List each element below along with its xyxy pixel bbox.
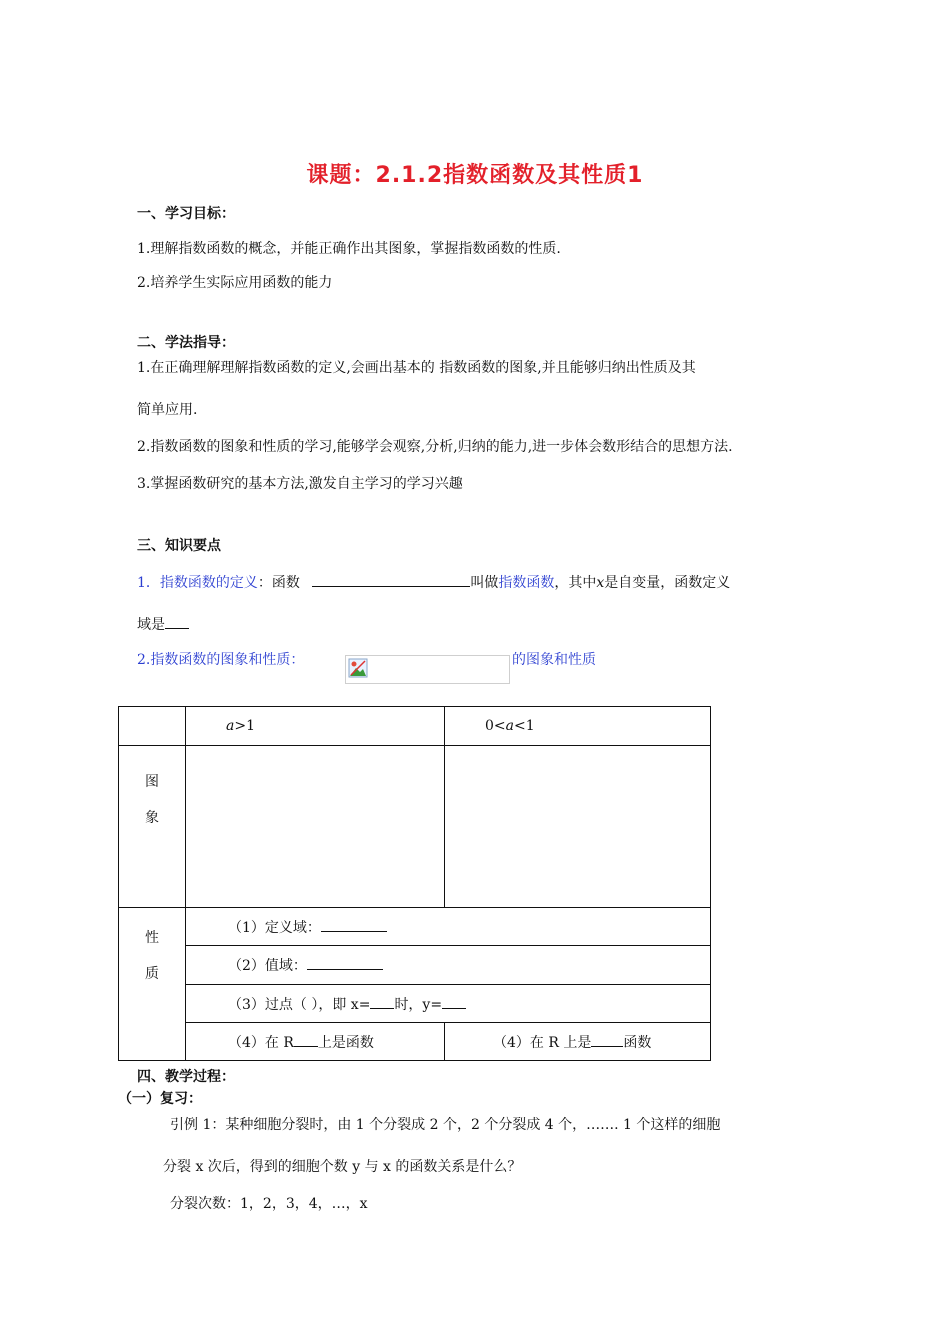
definition-text: ，其中 bbox=[554, 575, 597, 591]
header-variable: a bbox=[226, 718, 235, 734]
definition-term: 指数函数 bbox=[498, 575, 555, 591]
table-corner-cell bbox=[119, 707, 186, 746]
property-text: （1）定义域： bbox=[228, 919, 321, 936]
page-title: 课题：2.1.2指数函数及其性质1 bbox=[306, 163, 644, 188]
definition-blank[interactable] bbox=[312, 572, 470, 587]
label-char: 图 bbox=[145, 774, 159, 790]
properties-row-label bbox=[119, 908, 186, 1061]
definition-line bbox=[137, 572, 730, 592]
property-range bbox=[186, 946, 711, 985]
method-item: 2.指数函数的图象和性质的学习,能够学会观察,分析,归纳的能力,进一步体会数形结合的思想方法. bbox=[137, 439, 733, 455]
section-heading-goals: 一、学习目标： bbox=[137, 206, 235, 222]
property-text: （2）值域： bbox=[228, 958, 307, 974]
domain-blank[interactable] bbox=[165, 614, 189, 629]
domain-line bbox=[137, 614, 189, 634]
domain-text: 域是 bbox=[137, 617, 165, 633]
label-char: 性 bbox=[145, 930, 159, 946]
goal-item: 2.培养学生实际应用函数的能力 bbox=[137, 275, 333, 291]
section-heading-process: 四、教学过程： bbox=[137, 1069, 235, 1085]
section-heading-method: 二、学法指导： bbox=[137, 335, 235, 351]
property-text: （4）在 R 上是 bbox=[493, 1034, 592, 1051]
subsection-review: （一）复习： bbox=[118, 1091, 202, 1107]
property-blank[interactable] bbox=[370, 994, 394, 1009]
definition-text: 是自变量，函数定义 bbox=[604, 575, 731, 591]
header-variable: a bbox=[505, 718, 514, 734]
example-text: 引例 1：某种细胞分裂时，由 1 个分裂成 2 个，2 个分裂成 4 个，……. 1 个这样的细胞 bbox=[170, 1117, 721, 1133]
image-row-label bbox=[119, 746, 186, 908]
properties-table bbox=[118, 706, 711, 1061]
property-blank[interactable] bbox=[591, 1032, 623, 1047]
property-blank[interactable] bbox=[321, 917, 387, 932]
graph-properties-tail: 的图象和性质 bbox=[512, 652, 596, 668]
header-text: 0< bbox=[485, 718, 506, 734]
table-header-a-lt-1 bbox=[445, 707, 711, 746]
definition-text: 叫做 bbox=[470, 575, 499, 591]
header-text: <1 bbox=[514, 718, 535, 734]
example-text: 分裂次数：1，2，3，4，…，x bbox=[170, 1196, 368, 1212]
property-text: 上是函数 bbox=[317, 1034, 374, 1051]
label-char: 象 bbox=[145, 810, 159, 826]
property-fixed-point bbox=[186, 985, 711, 1023]
method-item: 3.掌握函数研究的基本方法,激发自主学习的学习兴趣 bbox=[137, 476, 463, 492]
method-item: 1.在正确理解理解指数函数的定义,会画出基本的 指数函数的图象,并且能够归纳出性质及其 bbox=[137, 360, 696, 376]
property-blank[interactable] bbox=[307, 955, 383, 970]
property-text: （4）在 R bbox=[228, 1034, 294, 1051]
property-blank[interactable] bbox=[294, 1032, 318, 1047]
property-monotonic-a-lt-1 bbox=[445, 1023, 711, 1061]
definition-text: ：函数 bbox=[257, 575, 305, 591]
property-text: （3）过点（ ），即 x= bbox=[228, 996, 371, 1013]
method-item: 简单应用. bbox=[137, 402, 198, 418]
goal-item: 1.理解指数函数的概念，并能正确作出其图象，掌握指数函数的性质. bbox=[137, 241, 561, 257]
section-heading-knowledge: 三、知识要点 bbox=[137, 538, 221, 554]
broken-image-icon bbox=[348, 658, 368, 678]
broken-image-placeholder bbox=[345, 655, 510, 684]
definition-term: 指数函数的定义 bbox=[159, 575, 258, 591]
definition-number: 1． bbox=[137, 575, 160, 591]
graph-cell-a-gt-1[interactable] bbox=[186, 746, 445, 908]
property-text: 函数 bbox=[623, 1034, 652, 1051]
property-text: 时，y= bbox=[394, 996, 443, 1013]
definition-variable: x bbox=[596, 575, 605, 591]
property-domain bbox=[186, 908, 711, 946]
property-monotonic-a-gt-1 bbox=[186, 1023, 445, 1061]
property-blank[interactable] bbox=[442, 994, 466, 1009]
label-char: 质 bbox=[145, 966, 159, 982]
header-text: >1 bbox=[234, 718, 255, 734]
graph-properties-label: 2.指数函数的图象和性质： bbox=[137, 652, 305, 668]
table-header-a-gt-1 bbox=[186, 707, 445, 746]
example-text: 分裂 x 次后，得到的细胞个数 y 与 x 的函数关系是什么？ bbox=[163, 1159, 522, 1175]
graph-cell-a-lt-1[interactable] bbox=[445, 746, 711, 908]
